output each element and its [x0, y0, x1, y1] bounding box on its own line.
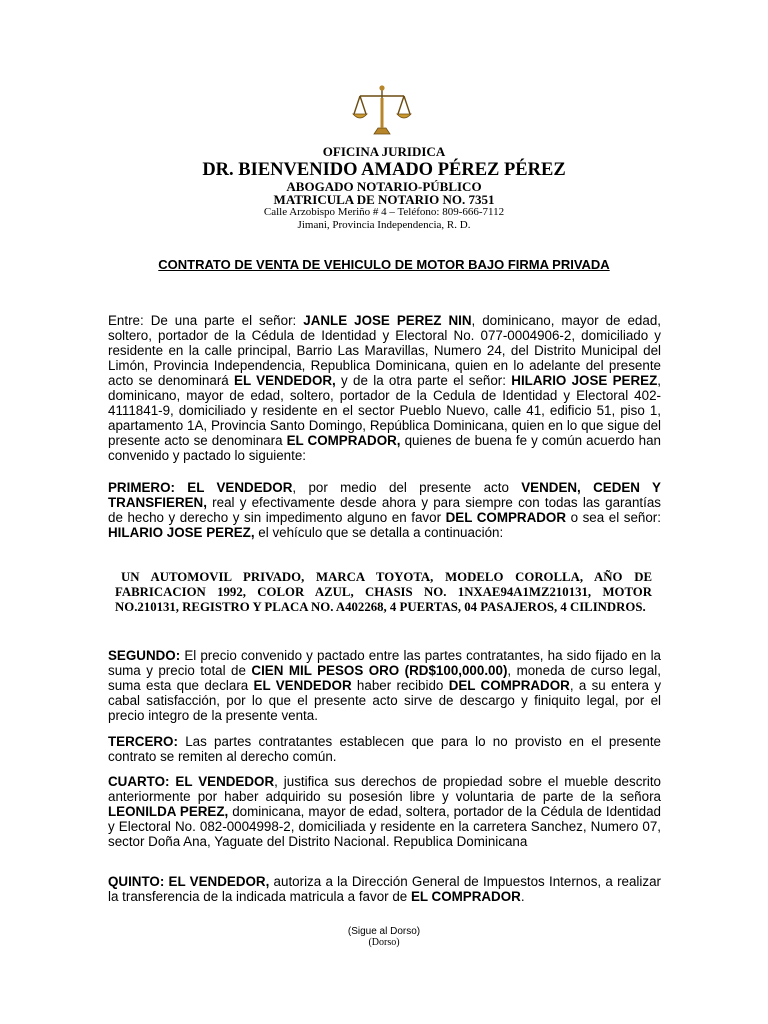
scales-of-justice-icon	[352, 84, 412, 136]
clause-tercero: TERCERO: Las partes contratantes establecen que para lo no provisto en el presente contrato se remiten al derecho común.	[108, 734, 661, 764]
lawyer-name: DR. BIENVENIDO AMADO PÉREZ PÉREZ	[202, 160, 566, 180]
contract-title: CONTRATO DE VENTA DE VEHICULO DE MOTOR BAJO FIRMA PRIVADA	[158, 257, 610, 272]
clause-quinto: QUINTO: EL VENDEDOR, autoriza a la Dirección General de Impuestos Internos, a realizar la transferencia de la indicada matricula a favor de EL COMPRADOR.	[108, 874, 661, 904]
reverse-note: (Dorso)	[368, 937, 400, 948]
vehicle-description: UN AUTOMOVIL PRIVADO, MARCA TOYOTA, MODELO COROLLA, AÑO DE FABRICACION 1992, COLOR AZUL, CHASIS NO. 1NXAE94A1MZ210131, MOTOR NO.210131, REGISTRO Y PLACA NO. A402268, 4 PUERTAS, 04 PASAJEROS, 4 CILINDROS.	[115, 570, 652, 614]
clause-segundo: SEGUNDO: El precio convenido y pactado entre las partes contratantes, ha sido fijado en la suma y precio total de CIEN MIL PESOS ORO (RD$100,000.00), moneda de curso legal, suma esta que declara EL VENDEDOR haber recibido DEL COMPRADOR, a su entera y cabal satisfacción, por lo que el presente acto sirve de descargo y finiquito legal, por el precio integro de la presente venta.	[108, 648, 662, 723]
intro-paragraph: Entre: De una parte el señor: JANLE JOSE PEREZ NIN, dominicano, mayor de edad, soltero, portador de la Cédula de Identidad y Electoral No. 077-0004906-2, domiciliado y residente en la calle principal, Barrio Las Maravillas, Numero 24, del Distrito Municipal del Limón, Provincia Independencia, Republica Dominicana, quien en lo adelante del presente acto se denominará EL VENDEDOR, y de la otra parte el señor: HILARIO JOSE PEREZ, dominicano, mayor de edad, soltero, portador de la Cedula de Identidad y Electoral 402-4111841-9, domiciliado y residente en el sector Pueblo Nuevo, calle 41, edificio 51, piso 1, apartamento 1A, Provincia Santo Domingo, República Dominicana, quien en lo que sigue del presente acto se denominara EL COMPRADOR, quienes de buena fe y común acuerdo han convenido y pactado lo siguiente:	[108, 313, 661, 463]
office-address: Calle Arzobispo Meriño # 4 – Teléfono: 809-666-7112	[263, 206, 505, 218]
office-location: Jimani, Provincia Independencia, R. D.	[297, 219, 471, 231]
continued-note: (Sigue al Dorso)	[347, 926, 421, 937]
office-heading: OFICINA JURIDICA	[322, 144, 446, 159]
profession: ABOGADO NOTARIO-PÚBLICO	[286, 179, 482, 194]
clause-cuarto: CUARTO: EL VENDEDOR, justifica sus derechos de propiedad sobre el mueble descrito anteriormente por haber adquirido su posesión libre y voluntaria de parte de la señora LEONILDA PEREZ, dominicana, mayor de edad, soltera, portador de la Cédula de Identidad y Electoral No. 082-0004998-2, domiciliada y residente en la carretera Sanchez, Numero 07, sector Doña Ana, Yaguate del Distrito Nacional. Republica Dominicana	[108, 774, 661, 849]
clause-primero: PRIMERO: EL VENDEDOR, por medio del presente acto VENDEN, CEDEN Y TRANSFIEREN, real y efectivamente desde ahora y para siempre con todas las garantías de hecho y derecho y sin impedimento alguno en favor DEL COMPRADOR o sea el señor: HILARIO JOSE PEREZ, el vehículo que se detalla a continuación:	[108, 480, 661, 540]
notary-registration: MATRICULA DE NOTARIO NO. 7351	[273, 192, 495, 207]
